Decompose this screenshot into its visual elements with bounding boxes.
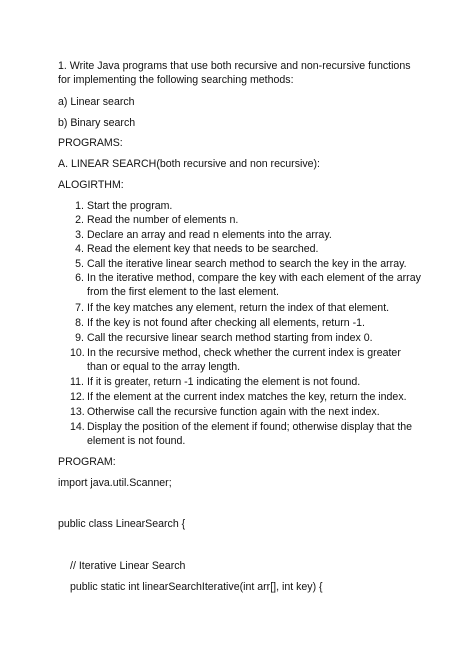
list-item: Otherwise call the recursive function again with the next index. (87, 406, 380, 418)
list-item-number: 13. (70, 406, 85, 418)
list-item: Start the program. (87, 200, 173, 212)
list-item-number: 10. (70, 347, 85, 359)
list-item-number: 4. (75, 243, 84, 255)
list-item: If the key matches any element, return the index of that element. (87, 302, 390, 314)
list-item: In the iterative method, compare the key with each element of the array from the first element to the last element. (87, 272, 421, 298)
list-item: If the key is not found after checking all elements, return -1. (87, 317, 365, 329)
list-item-number: 6. (75, 272, 84, 284)
code-line: public class LinearSearch { (58, 518, 186, 530)
list-item: If the element at the current index matches the key, return the index. (87, 391, 407, 403)
list-item: Declare an array and read n elements into the array. (87, 229, 332, 241)
code-line: // Iterative Linear Search (70, 560, 186, 572)
list-item-number: 3. (75, 229, 84, 241)
list-item-number: 7. (75, 302, 84, 314)
list-item-number: 14. (70, 421, 85, 433)
program-heading: PROGRAM: (58, 456, 116, 468)
list-item-number: 2. (75, 214, 84, 226)
option-a: a) Linear search (58, 96, 135, 108)
list-item: Display the position of the element if found; otherwise display that the element is not found. (87, 421, 413, 447)
section-a-heading: A. LINEAR SEARCH(both recursive and non recursive): (58, 158, 321, 170)
algorithm-heading: ALOGIRTHM: (58, 179, 124, 191)
list-item: Read the number of elements n. (87, 214, 239, 226)
list-item-number: 12. (70, 391, 85, 403)
list-item: Call the iterative linear search method to search the key in the array. (87, 258, 407, 270)
list-item-number: 8. (75, 317, 84, 329)
code-line: import java.util.Scanner; (58, 477, 172, 489)
option-b: b) Binary search (58, 117, 136, 129)
code-line: public static int linearSearchIterative(int arr[], int key) { (70, 581, 323, 593)
list-item: Call the recursive linear search method starting from index 0. (87, 332, 373, 344)
list-item: In the recursive method, check whether the current index is greater than or equal to the array length. (87, 347, 401, 373)
list-item-number: 1. (75, 200, 84, 212)
list-item-number: 11. (70, 376, 84, 388)
list-item: Read the element key that needs to be searched. (87, 243, 319, 255)
list-item-number: 9. (75, 332, 84, 344)
list-item: If it is greater, return -1 indicating the element is not found. (87, 376, 361, 388)
programs-heading: PROGRAMS: (58, 137, 123, 149)
question-text: 1. Write Java programs that use both recursive and non-recursive functions for implementing the following searching methods: (58, 60, 411, 86)
list-item-number: 5. (75, 258, 84, 270)
